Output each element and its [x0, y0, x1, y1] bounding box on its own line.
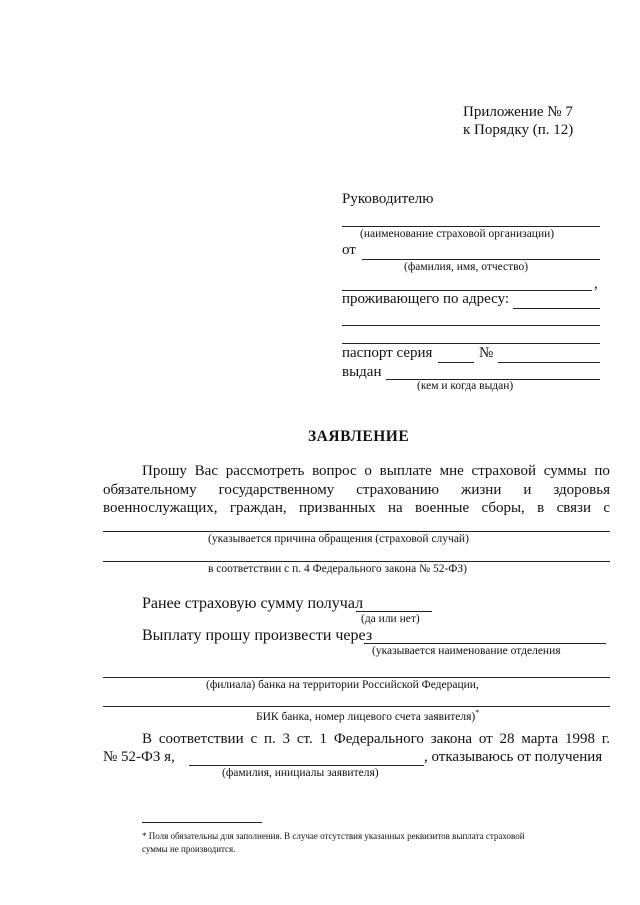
yes-no-caption: (да или нет): [361, 613, 420, 625]
word: граждан,: [229, 500, 287, 516]
applicant-name-field[interactable]: [189, 765, 424, 766]
word: о: [364, 463, 372, 479]
word: по: [594, 463, 610, 479]
word: 3: [282, 731, 291, 747]
addressee-head: Руководителю: [342, 191, 434, 207]
bank-line[interactable]: [103, 677, 610, 678]
word: военнослужащих,: [103, 500, 218, 516]
word: Вас: [194, 463, 218, 479]
refusal-line-1: [142, 731, 610, 748]
word: страхованию: [356, 482, 439, 498]
footnote-marker: *: [475, 708, 480, 717]
word: на: [387, 500, 403, 516]
address-line-1[interactable]: [513, 308, 600, 309]
word: сборы,: [481, 500, 525, 516]
word: ст.: [296, 731, 313, 747]
issued-caption: (кем и когда выдан): [417, 380, 514, 392]
passport-series-label: паспорт серия: [342, 345, 433, 361]
bik-caption: [256, 708, 479, 723]
word: жизни: [460, 482, 502, 498]
word: 1: [319, 731, 328, 747]
word: связи: [556, 500, 591, 516]
payment-through-label: Выплату прошу произвести через: [142, 627, 373, 644]
issued-label: выдан: [342, 364, 382, 380]
from-label: от: [342, 242, 356, 258]
bik-account-line[interactable]: [103, 706, 610, 707]
passport-number-field[interactable]: [498, 362, 600, 363]
bik-caption-text: БИК банка, номер лицевого счета заявителя): [256, 710, 476, 723]
refusal-line-2-end: , отказываюсь от получения: [424, 749, 603, 765]
request-paragraph-line-3: [103, 500, 610, 517]
bank-branch-field[interactable]: [364, 643, 606, 644]
address-line-3[interactable]: [342, 343, 600, 344]
word: Прошу: [142, 463, 187, 479]
appendix-number: Приложение № 7: [463, 104, 573, 120]
residing-label: проживающего по адресу:: [342, 291, 510, 307]
passport-series-field[interactable]: [438, 362, 474, 363]
fio-comma: ,: [594, 276, 598, 292]
word: обязательному: [103, 482, 197, 498]
request-paragraph-line-2: [103, 482, 610, 499]
applicant-caption: (фамилия, инициалы заявителя): [222, 767, 379, 779]
reason-line-2[interactable]: [103, 561, 610, 562]
footnote-separator: [142, 822, 262, 823]
earlier-received-field[interactable]: [356, 611, 432, 612]
bank-caption: (филиала) банка на территории Российской Федерации,: [206, 679, 479, 691]
document-title: ЗАЯВЛЕНИЕ: [308, 428, 410, 445]
word: выплате: [379, 463, 432, 479]
word: Федерального: [333, 731, 424, 747]
footnote-line-2: суммы не производится.: [142, 844, 236, 854]
passport-number-label: №: [479, 345, 494, 361]
word: государственному: [218, 482, 335, 498]
word: г.: [601, 731, 610, 747]
reason-line[interactable]: [103, 531, 610, 532]
request-paragraph-line-1: [142, 463, 610, 480]
word: здоровья: [553, 482, 610, 498]
word: от: [478, 731, 493, 747]
word: рассмотреть: [225, 463, 305, 479]
word: соответствии: [158, 731, 244, 747]
word: в: [537, 500, 545, 516]
word: 28: [499, 731, 515, 747]
appendix-order-reference: к Порядку (п. 12): [463, 122, 574, 138]
word: и: [523, 482, 532, 498]
word: закона: [430, 731, 473, 747]
refusal-line-2-start: № 52-ФЗ я,: [103, 749, 175, 765]
fio-caption: (фамилия, имя, отчество): [404, 261, 529, 273]
law-caption: в соответствии с п. 4 Федерального закона № 52-ФЗ): [208, 563, 467, 575]
reason-caption: (указывается причина обращения (страховой случай): [208, 533, 469, 545]
word: военные: [415, 500, 470, 516]
word: марта: [521, 731, 559, 747]
word: п.: [263, 731, 276, 747]
word: призванных: [298, 500, 376, 516]
word: вопрос: [312, 463, 357, 479]
insurer-caption: (наименование страховой организации): [360, 228, 555, 240]
earlier-received-label: Ранее страховую сумму получал: [142, 595, 364, 612]
word: страховой: [471, 463, 537, 479]
word: с: [250, 731, 258, 747]
applicant-fio-line[interactable]: [362, 259, 600, 260]
word: с: [603, 500, 610, 516]
footnote-line-1: * Поля обязательны для заполнения. В случае отсутствия указанных реквизитов выплата страховой: [142, 831, 525, 841]
word: В: [142, 731, 153, 747]
insurer-name-line[interactable]: [342, 226, 600, 227]
word: мне: [439, 463, 464, 479]
address-line-2[interactable]: [342, 325, 600, 326]
word: суммы: [543, 463, 587, 479]
branch-caption: (указывается наименование отделения: [372, 645, 561, 657]
word: 1998: [564, 731, 595, 747]
